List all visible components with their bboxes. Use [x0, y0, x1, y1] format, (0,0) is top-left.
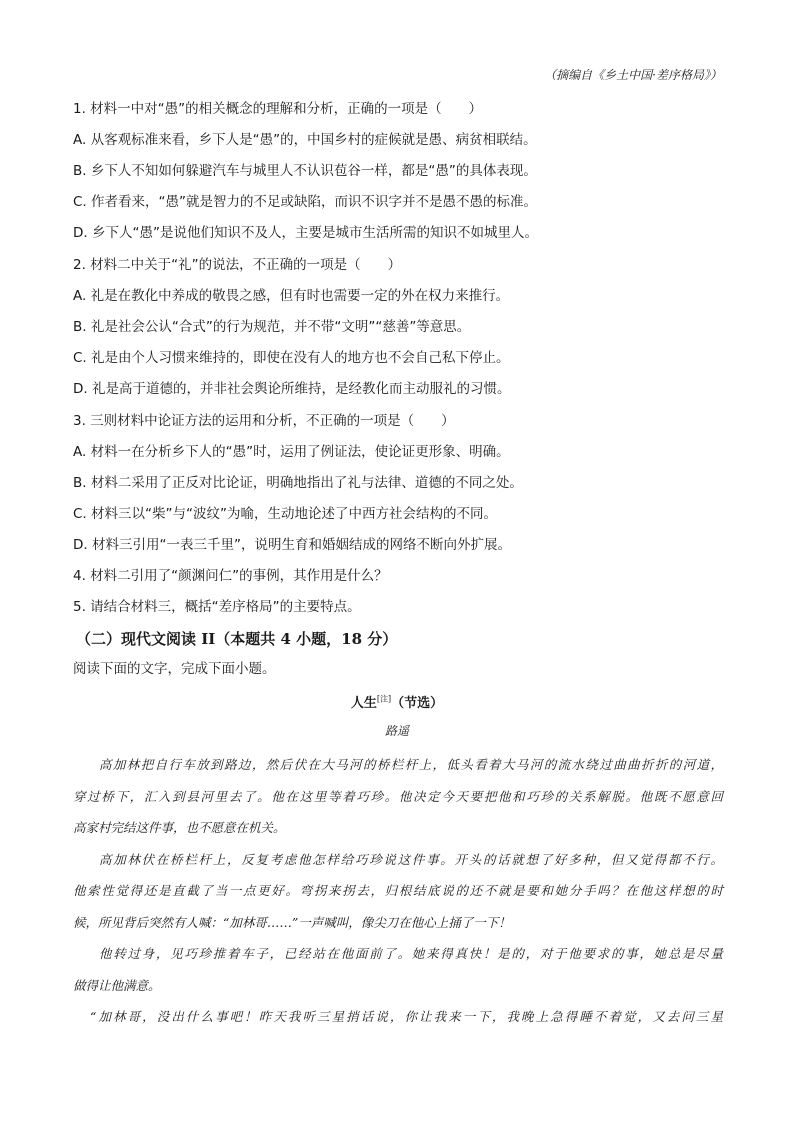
story-paragraph-1-line-3: 高家村完结这件事，也不愿意在机关。 [73, 820, 286, 835]
question-1-option-c: C. 作者看来，“愚”就是智力的不足或缺陷，而识不识字并不是愚不愚的标准。 [73, 194, 537, 210]
question-3-option-c: C. 材料三以“柴”与“波纹”为喻，生动地论述了中西方社会结构的不同。 [73, 506, 497, 522]
question-2-stem: 2. 材料二中关于“礼”的说法，不正确的一项是（ ） [73, 257, 402, 273]
story-paragraph-1-line-2: 穿过桥下，汇入到县河里去了。他在这里等着巧珍。他决定今天要把他和巧珍的关系解脱。他既不愿意回 [73, 789, 723, 804]
story-paragraph-3-line-2: 做得让他满意。 [73, 978, 161, 993]
question-1-option-d: D. 乡下人“愚”是说他们知识不及人，主要是城市生活所需的知识不如城里人。 [73, 225, 538, 241]
question-2-option-b: B. 礼是社会公认“合式”的行为规范，并不带“文明”“慈善”等意思。 [73, 319, 471, 335]
story-paragraph-1-line-1: 高加林把自行车放到路边，然后伏在大马河的桥栏杆上，低头看着大马河的流水绕过曲曲折折的河道， [99, 757, 723, 772]
question-1-option-b: B. 乡下人不知如何躲避汽车与城里人不认识苞谷一样，都是“愚”的具体表现。 [73, 163, 537, 179]
question-2-option-a: A. 礼是在教化中养成的敬畏之感，但有时也需要一定的外在权力来推行。 [73, 288, 510, 304]
question-3-stem: 3. 三则材料中论证方法的运用和分析，不正确的一项是（ ） [73, 413, 455, 429]
article-footnote-mark: [注] [376, 694, 392, 704]
reading-instruction: 阅读下面的文字，完成下面小题。 [73, 661, 276, 677]
story-paragraph-3-line-1: 他转过身，见巧珍推着车子，已经站在他面前了。她来得真快！是的，对于他要求的事，她总是尽量 [99, 946, 723, 961]
question-4: 4. 材料二引用了“颜渊问仁”的事例，其作用是什么？ [73, 568, 388, 584]
question-2-option-d: D. 礼是高于道德的，并非社会舆论所维持，是经教化而主动服礼的习惯。 [73, 381, 511, 397]
section-heading: （二）现代文阅读 II（本题共 4 小题，18 分） [76, 630, 398, 648]
question-3-option-d: D. 材料三引用“一表三千里”，说明生育和婚姻结成的网络不断向外扩展。 [73, 537, 511, 553]
story-paragraph-2-line-1: 高加林伏在桥栏杆上，反复考虑他怎样给巧珍说这件事。开头的话就想了好多种，但又觉得都不行。 [99, 852, 723, 867]
story-paragraph-2-line-2: 他索性觉得还是直截了当一点更好。弯拐来拐去，归根结底说的还不就是要和她分手吗？在他这样想的时 [73, 883, 723, 898]
article-title [0, 692, 794, 711]
story-paragraph-4-line-1: “加林哥，没出什么事吧！昨天我听三星捎话说，你让我来一下，我晚上急得睡不着觉，又去问三星 [90, 1009, 723, 1024]
question-3-option-b: B. 材料二采用了正反对比论证，明确地指出了礼与法律、道德的不同之处。 [73, 475, 523, 491]
article-author: 路遥 [384, 724, 409, 738]
question-5: 5. 请结合材料三，概括“差序格局”的主要特点。 [73, 599, 361, 615]
question-2-option-c: C. 礼是由个人习惯来维持的，即使在没有人的地方也不会自己私下停止。 [73, 350, 510, 366]
question-3-option-a: A. 材料一在分析乡下人的“愚”时，运用了例证法，使论证更形象、明确。 [73, 444, 510, 460]
article-title-text: 人生 [350, 696, 377, 711]
question-1-option-a: A. 从客观标准来看，乡下人是“愚”的，中国乡村的症候就是愚、病贫相联结。 [73, 132, 537, 148]
story-paragraph-2-line-3: 候，所见背后突然有人喊：“加林哥……”一声喊叫，像尖刀在他心上捅了一下！ [73, 915, 511, 930]
question-1-stem: 1. 材料一中对“愚”的相关概念的理解和分析，正确的一项是（ ） [73, 101, 483, 117]
source-note: （摘编自《乡土中国·差序格局》） [544, 68, 722, 82]
article-excerpt-mark: （节选） [391, 696, 444, 711]
